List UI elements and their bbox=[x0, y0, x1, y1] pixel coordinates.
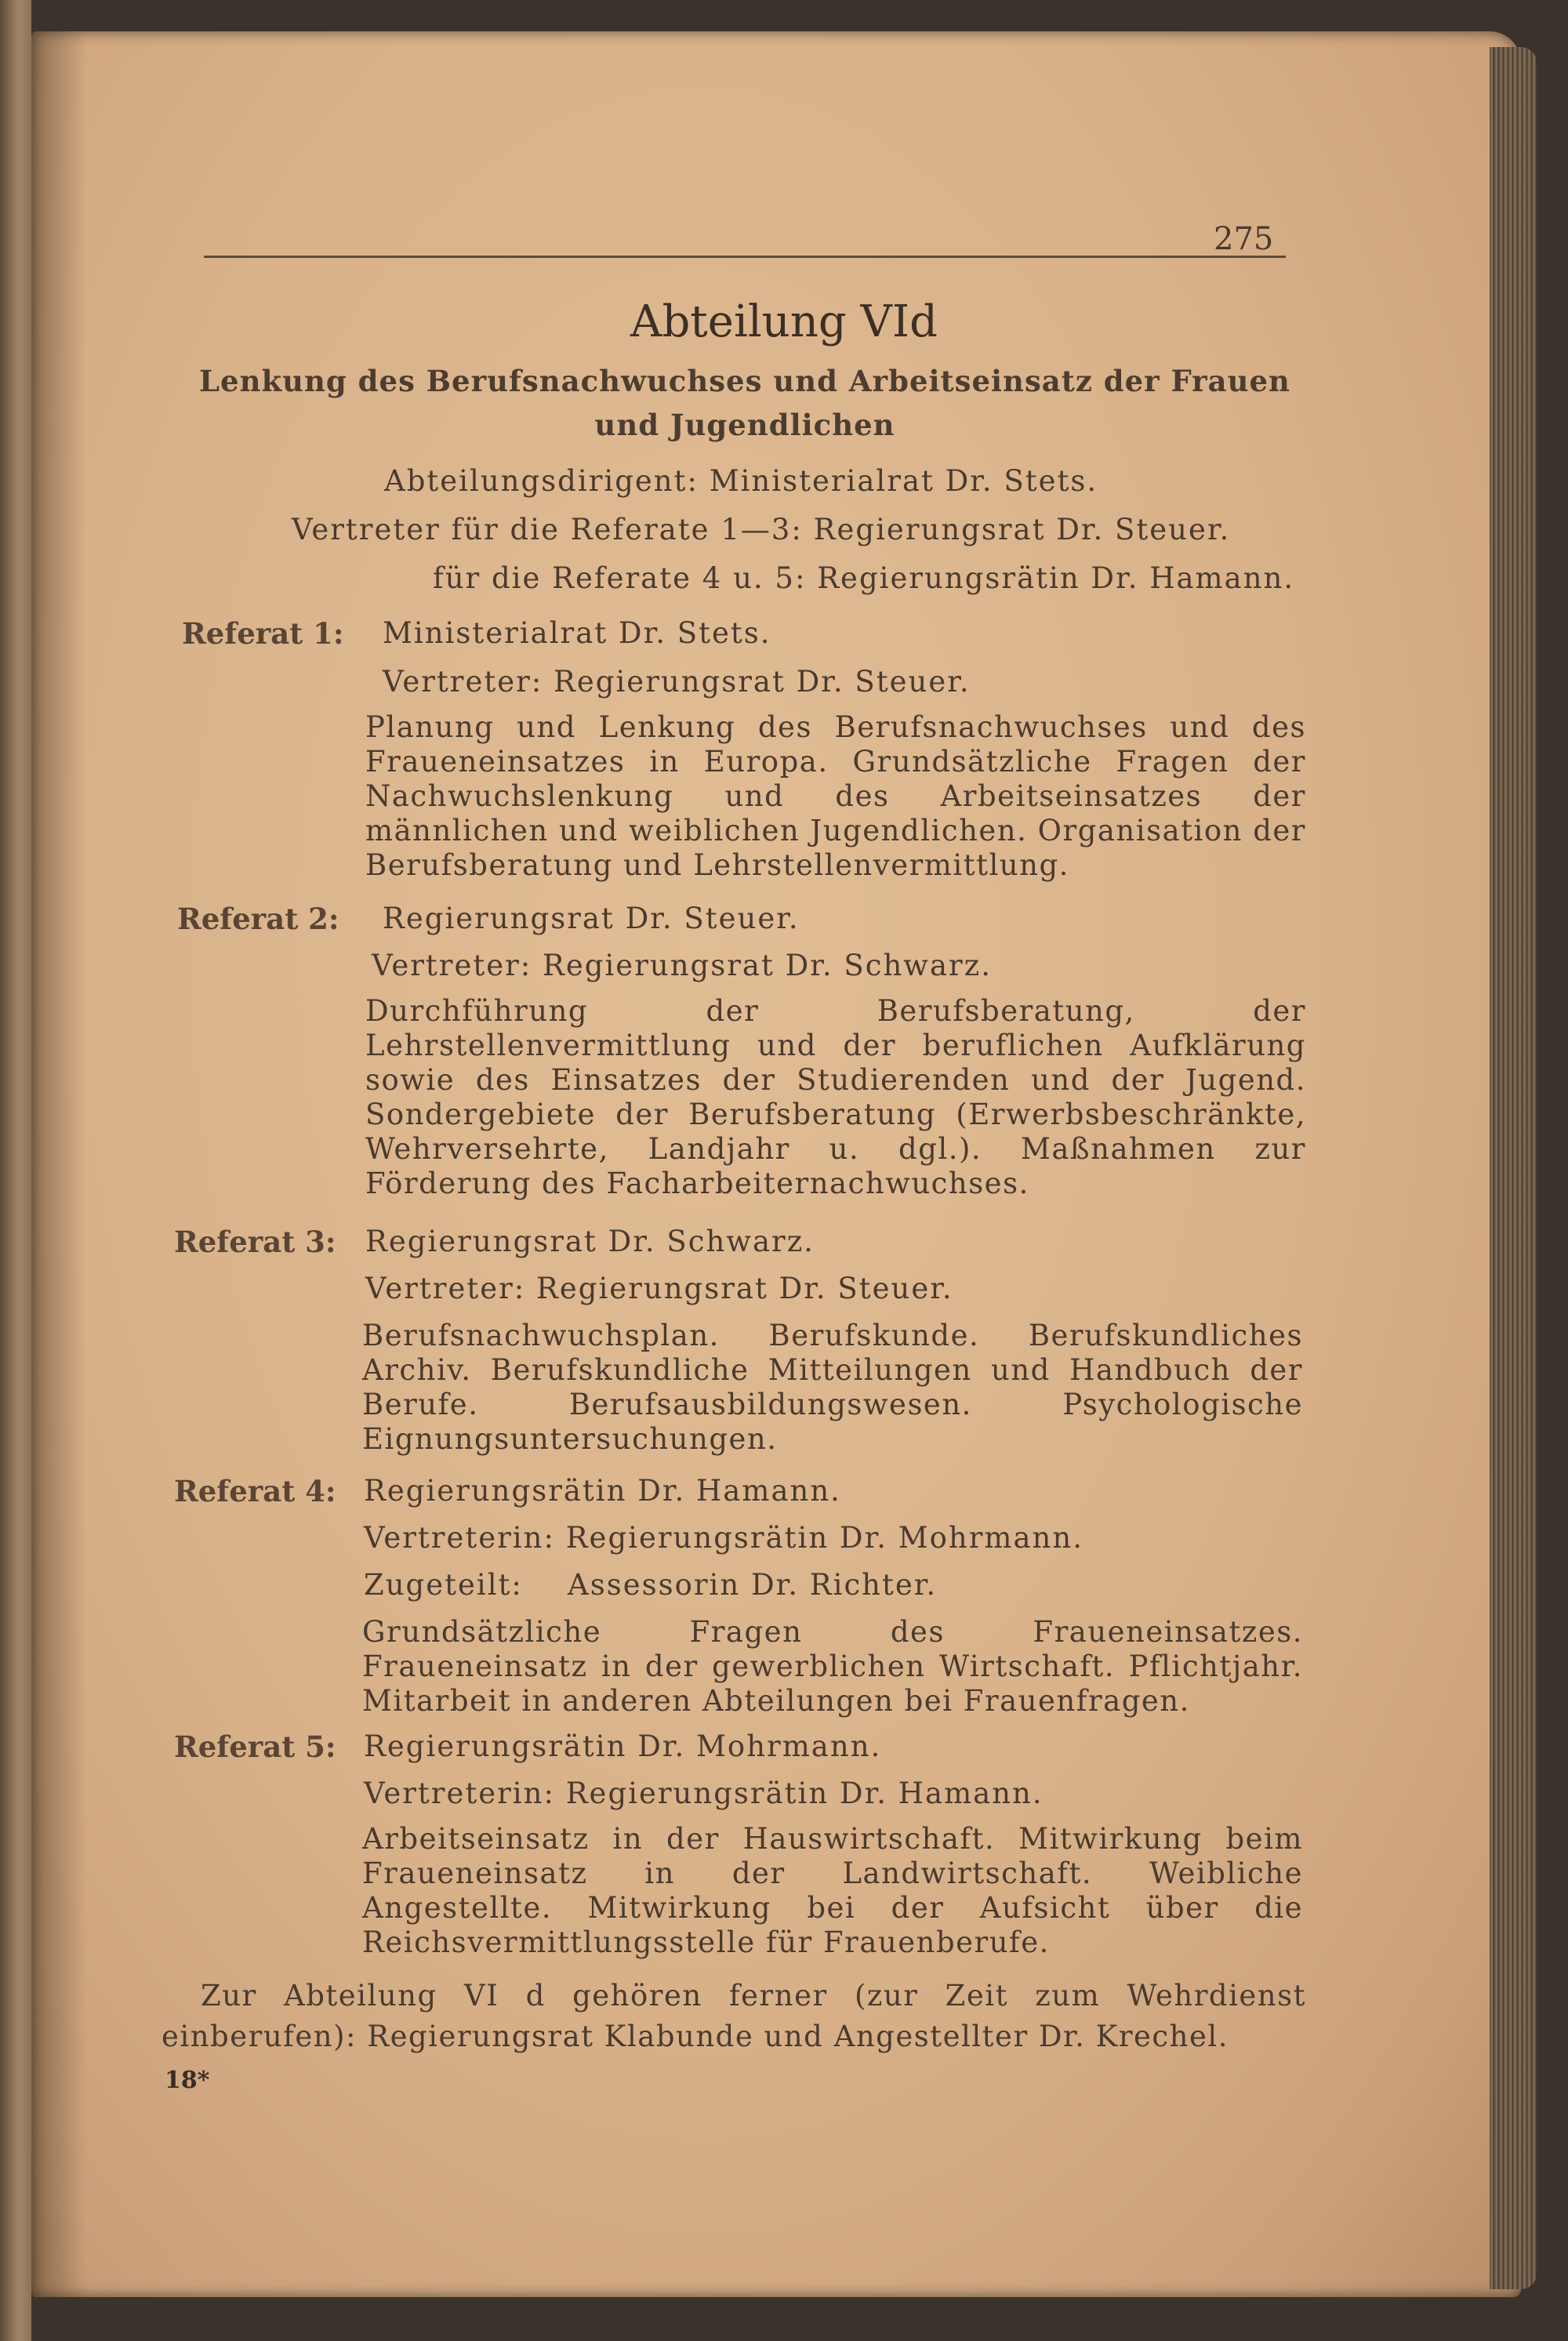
referat-2-label: Referat 2: bbox=[177, 902, 339, 936]
referat-1-vertreter: Vertreter: Regierungsrat Dr. Steuer. bbox=[383, 665, 971, 699]
referat-2-vertreter: Vertreter: Regierungsrat Dr. Schwarz. bbox=[372, 949, 992, 982]
abteilungsdirigent-line: Abteilungsdirigent: Ministerialrat Dr. Stets. bbox=[384, 464, 1098, 498]
referat-4-vertreter: Vertreterin: Regierungsrätin Dr. Mohrmann. bbox=[364, 1521, 1083, 1555]
page-stack-edge bbox=[1490, 47, 1537, 2289]
page-number: 275 bbox=[1214, 221, 1274, 257]
referat-5-label: Referat 5: bbox=[174, 1729, 336, 1764]
gutter-shadow bbox=[31, 31, 86, 2297]
signature-mark: 18* bbox=[165, 2067, 210, 2094]
referat-4-label: Referat 4: bbox=[174, 1474, 336, 1508]
referat-3-label: Referat 3: bbox=[174, 1225, 336, 1259]
referat-1-text: Planung und Lenkung des Berufsnachwuchses und des Fraueneinsatzes in Europa. Grundsätzliche Fragen der Nachwuchslenkung und des Arbeitseinsatzes der männlichen und weiblichen Jugendlichen. Organisation der Berufsberatung und Lehrstellenvermittlung. bbox=[365, 710, 1306, 882]
referat-5-text: Arbeitseinsatz in der Hauswirtschaft. Mitwirkung beim Fraueneinsatz in der Landwirtschaft. Weibliche Angestellte. Mitwirkung bei der Aufsicht über die Reichsvermittlungsstelle für Frauenberufe. bbox=[362, 1822, 1303, 1959]
page-title: Abteilung VId bbox=[630, 296, 938, 347]
referat-2-head: Regierungsrat Dr. Steuer. bbox=[383, 902, 800, 935]
referat-3-text: Berufsnachwuchsplan. Berufskunde. Berufskundliches Archiv. Berufskundliche Mitteilungen und Handbuch der Berufe. Berufsausbildungswesen. Psychologische Eignungsuntersuchungen. bbox=[362, 1319, 1303, 1456]
referat-2-text: Durchführung der Berufsberatung, der Lehrstellenvermittlung und der beruflichen Aufklärung sowie des Einsatzes der Studierenden und der Jugend. Sondergebiete der Berufsberatung (Erwerbsbeschränkte, Wehrversehrte, Landjahr u. dgl.). Maßnahmen zur Förderung des Facharbeiternachwuchses. bbox=[365, 994, 1306, 1200]
referat-4-zugeteilt-label: Zugeteilt: bbox=[364, 1568, 523, 1602]
referat-4-text: Grundsätzliche Fragen des Fraueneinsatzes. Fraueneinsatz in der gewerblichen Wirtschaft. Pflichtjahr. Mitarbeit in anderen Abteilungen bei Frauenfragen. bbox=[362, 1615, 1303, 1718]
referat-1-head: Ministerialrat Dr. Stets. bbox=[383, 616, 771, 650]
referat-1-label: Referat 1: bbox=[182, 616, 344, 651]
referat-4-head: Regierungsrätin Dr. Hamann. bbox=[364, 1474, 841, 1508]
header-rule bbox=[204, 256, 1286, 258]
left-page-edge bbox=[0, 0, 31, 2341]
referat-5-head: Regierungsrätin Dr. Mohrmann. bbox=[364, 1729, 882, 1763]
vertreter-line-1: Vertreter für die Referate 1—3: Regierungsrat Dr. Steuer. bbox=[292, 513, 1231, 546]
referat-4-zugeteilt-name: Assessorin Dr. Richter. bbox=[568, 1568, 938, 1602]
page-subtitle: Lenkung des Berufsnachwuchses und Arbeitseinsatz der Frauen und Jugendlichen bbox=[199, 364, 1290, 442]
referat-5-vertreter: Vertreterin: Regierungsrätin Dr. Hamann. bbox=[364, 1777, 1044, 1810]
referat-3-head: Regierungsrat Dr. Schwarz. bbox=[365, 1225, 815, 1258]
closing-paragraph: Zur Abteilung VI d gehören ferner (zur Zeit zum Wehrdienst einberufen): Regierungsrat Klabunde und Angestellter Dr. Krechel. bbox=[162, 1979, 1306, 2053]
vertreter-line-2: für die Referate 4 u. 5: Regierungsrätin Dr. Hamann. bbox=[433, 561, 1295, 595]
referat-3-vertreter: Vertreter: Regierungsrat Dr. Steuer. bbox=[365, 1272, 953, 1305]
